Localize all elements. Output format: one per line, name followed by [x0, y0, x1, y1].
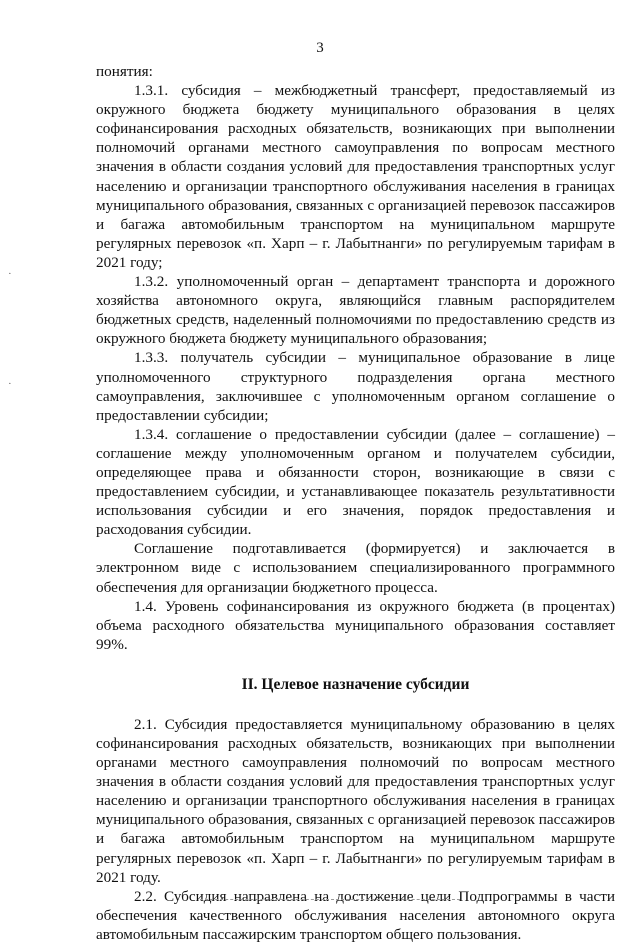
- paragraph-1-3-1: 1.3.1. субсидия – межбюджетный трансферт, предоставляемый из окружного бюджета бюджету муниципального образования в целях софинансирования расходных обязательств, возникающих при выполнении полномочий органами местного самоуправления по вопросам местного значения в области создания условий для предоставления транспортных услуг населению и организации транспортного обслуживания населения в границах муниципального образования, связанных с организацией перевозок пассажиров и багажа автомобильным транспортом на муниципальном маршруте регулярных перевозок «п. Харп – г. Лабытнанги» по регулируемым тарифам в 2021 году;: [96, 82, 615, 271]
- scan-speck: ·: [8, 268, 12, 280]
- document-body: [96, 62, 615, 944]
- paragraph-2-1: 2.1. Субсидия предоставляется муниципальному образованию в целях софинансирования расходных обязательств, возникающих при выполнении органами местного самоуправления полномочий по вопросам местного значения в области создания условий для предоставления транспортных услуг населению и организации транспортного обслуживания населения в границах муниципального образования, связанных с организацией перевозок пассажиров и багажа автомобильным транспортом на муниципальном маршруте регулярных перевозок «п. Харп – г. Лабытнанги» по регулируемым тарифам в 2021 году.: [96, 715, 615, 886]
- paragraph-agreement: Соглашение подготавливается (формируется) и заключается в электронном виде с использованием специализированного программного обеспечения для организации бюджетного процесса.: [96, 540, 615, 596]
- scan-speck: ·: [8, 378, 12, 390]
- paragraph-1-4: 1.4. Уровень софинансирования из окружного бюджета (в процентах) объема расходного обязательства муниципального образования составляет 99%.: [96, 597, 615, 653]
- paragraph-1-3-3: 1.3.3. получатель субсидии – муниципальное образование в лице уполномоченного структурного подразделения органа местного самоуправления, заключившее с уполномоченным органом соглашение о предоставлении субсидии;: [96, 349, 615, 424]
- paragraph-1-3-2: 1.3.2. уполномоченный орган – департамент транспорта и дорожного хозяйства автономного округа, являющийся главным распорядителем бюджетных средств, наделенный полномочиями по предоставлению средств из окружного бюджета бюджету муниципального образования;: [96, 273, 615, 348]
- scan-edge-line: [200, 899, 460, 900]
- page-number: 3: [316, 40, 324, 56]
- section-heading: II. Целевое назначение субсидии: [241, 675, 470, 693]
- paragraph-intro: понятия:: [96, 63, 153, 80]
- paragraph-1-3-4: 1.3.4. соглашение о предоставлении субсидии (далее – соглашение) – соглашение между уполномоченным органом и получателем субсидии, определяющее права и обязанности сторон, возникающие в связи с предоставлением субсидии, и устанавливающее показатель результативности использования субсидии и его значения, порядок предоставления и расходования субсидии.: [96, 425, 615, 539]
- paragraph-2-2: 2.2. Субсидия направлена на достижение цели Подпрограммы в части обеспечения качественного обслуживания населения автономного округа автомобильным пассажирским транспортом общего пользования.: [96, 887, 615, 943]
